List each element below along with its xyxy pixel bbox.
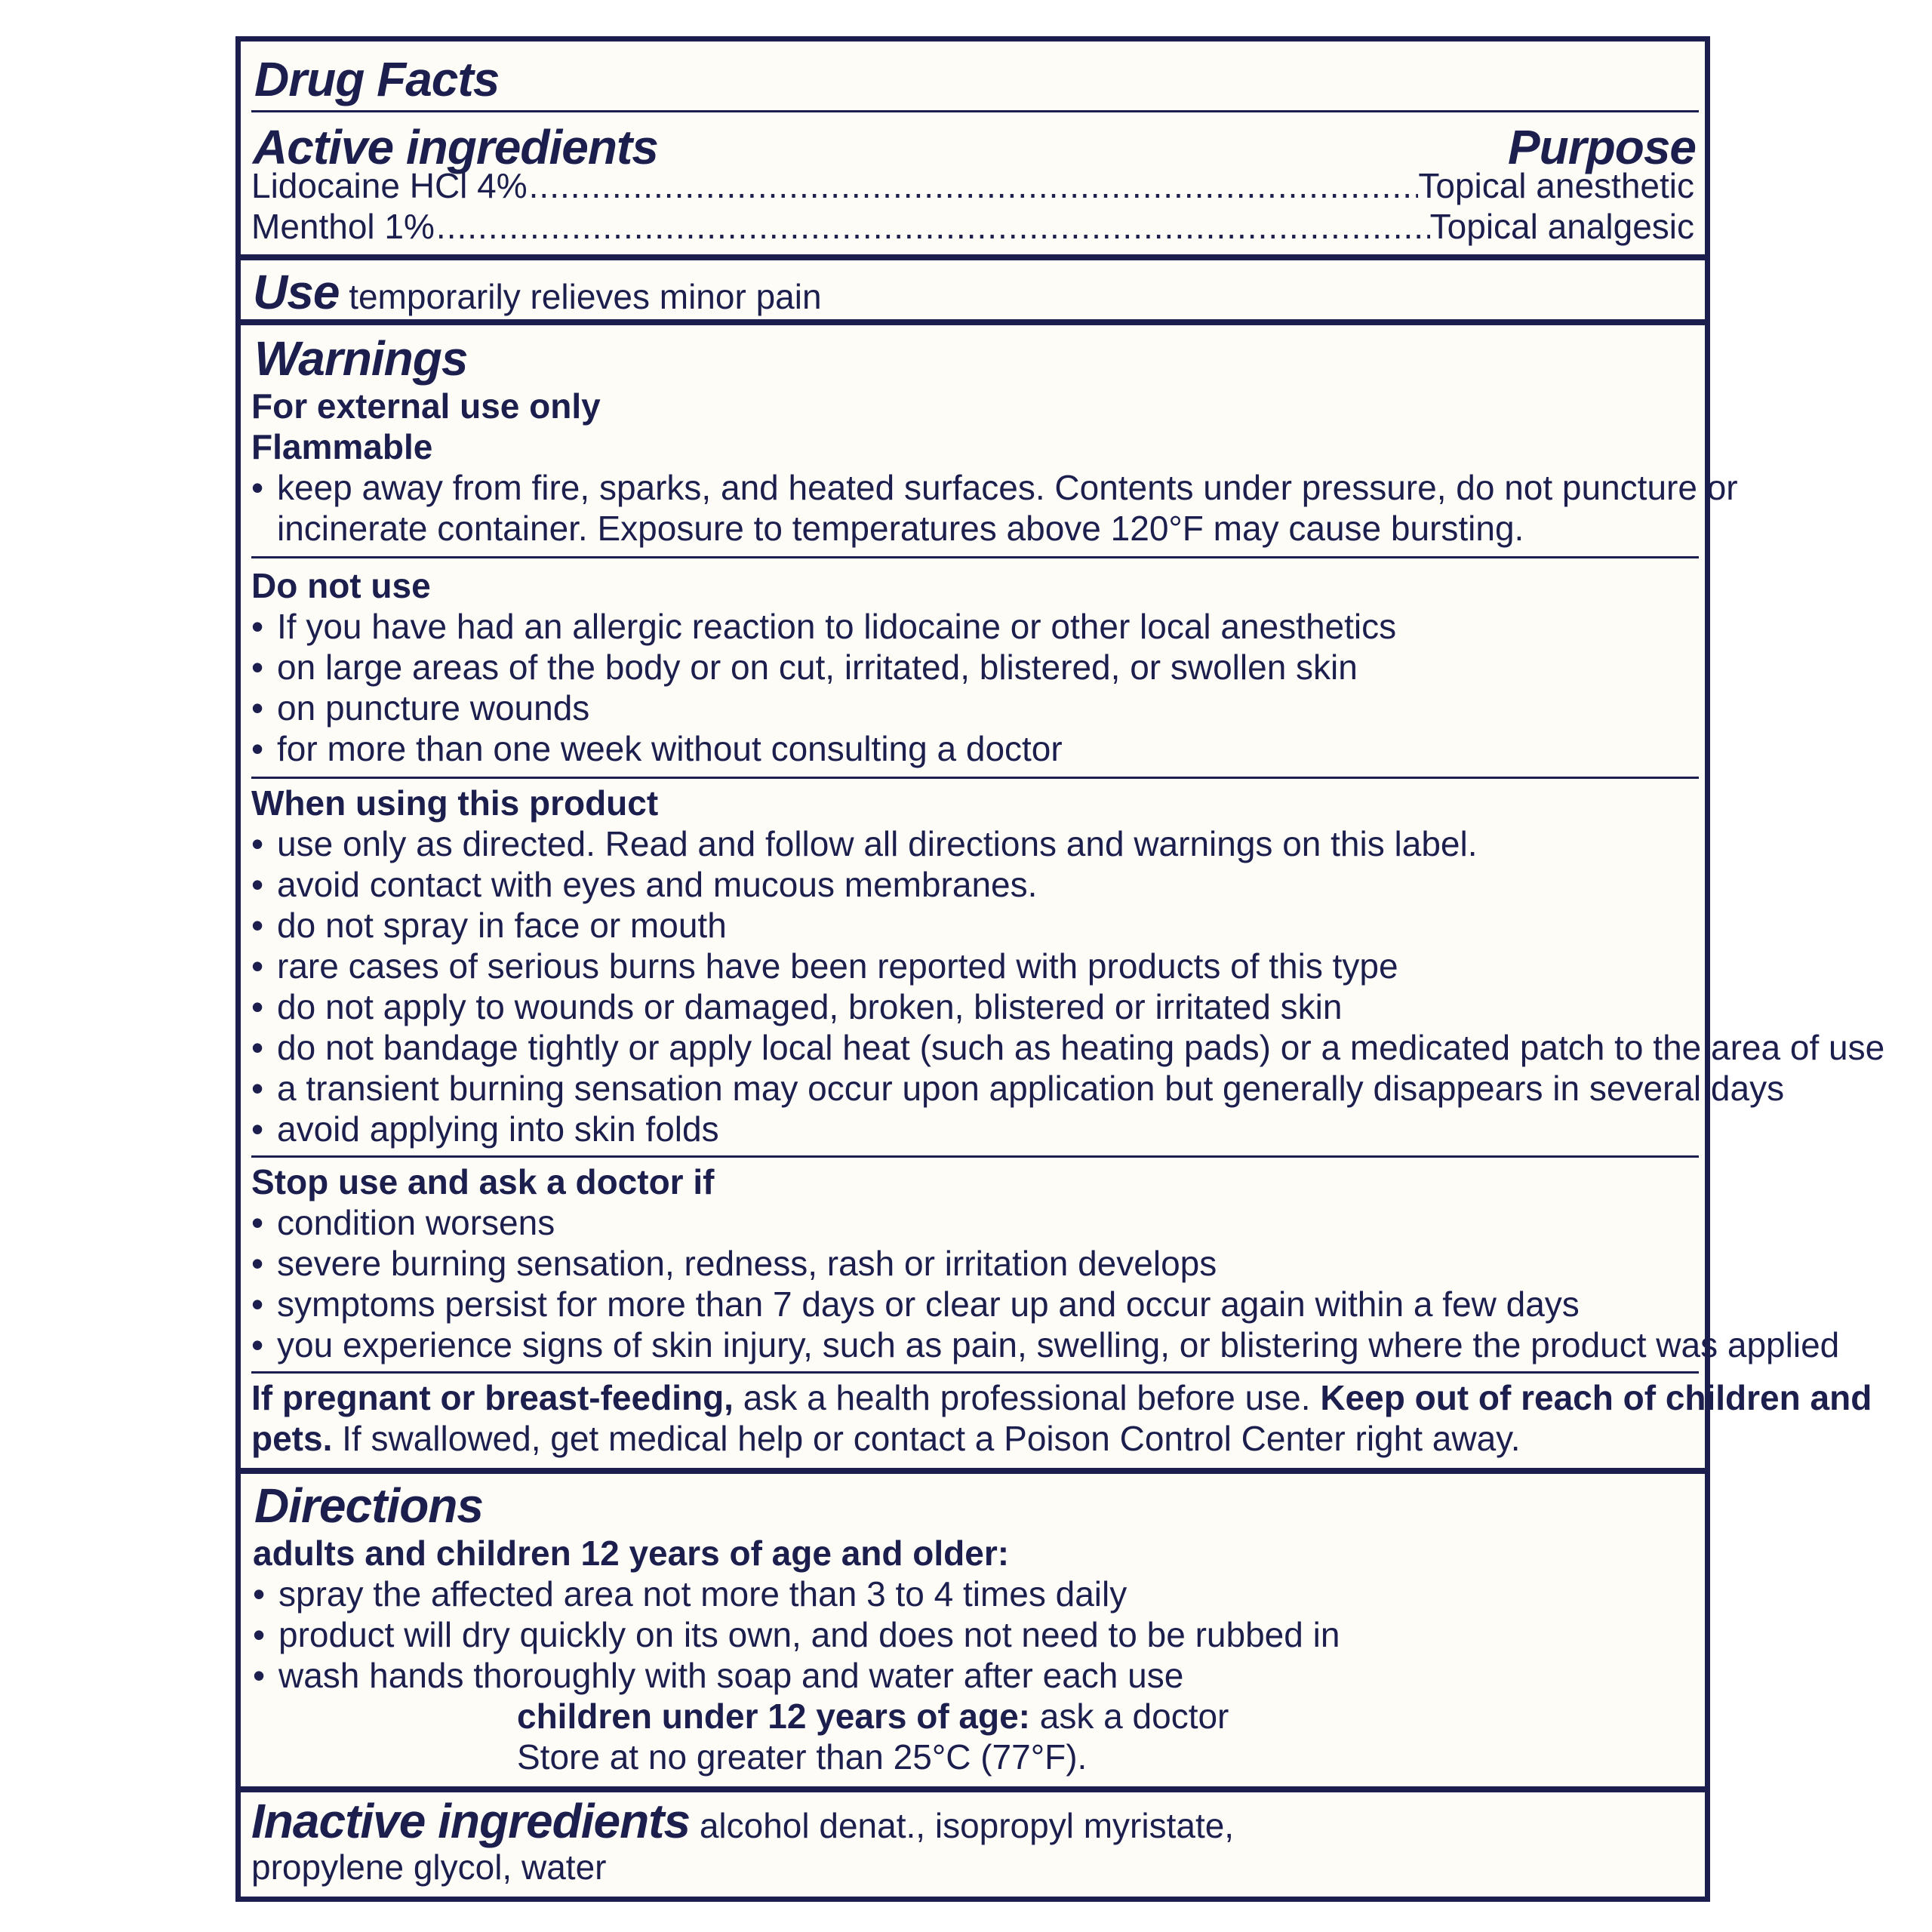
dot-leader [435, 206, 1430, 247]
bullet-icon: • [251, 1028, 264, 1067]
use-text: temporarily relieves minor pain [349, 277, 822, 316]
ingredient-row-lidocaine [251, 165, 1694, 206]
drug-facts-title: Drug Facts [254, 52, 500, 106]
ingredient-name: Lidocaine HCl 4% [251, 166, 528, 205]
bullet-icon: • [251, 729, 264, 768]
warnings-divider [251, 1371, 1699, 1374]
bullet-icon: • [251, 1284, 264, 1324]
list-item: • for more than one week without consulting a doctor [251, 729, 1063, 768]
flammable-bullet-cont: incinerate container. Exposure to temperatures above 120°F may cause bursting. [277, 509, 1524, 548]
section-divider [241, 1786, 1705, 1792]
bullet-icon: • [253, 1656, 266, 1695]
when-using-heading: When using this product [251, 783, 659, 823]
external-use-text: For external use only [251, 386, 601, 426]
title-divider [251, 110, 1699, 112]
list-item: • avoid applying into skin folds [251, 1109, 719, 1149]
storage-text: Store at no greater than 25°C (77°F). [517, 1737, 1088, 1777]
ingredient-purpose: Topical analgesic [1429, 207, 1694, 246]
warnings-divider [251, 1155, 1699, 1158]
bullet-icon: • [251, 946, 264, 986]
list-item: • condition worsens [251, 1203, 555, 1242]
stop-use-heading: Stop use and ask a doctor if [251, 1162, 715, 1201]
bullet-icon: • [253, 1615, 266, 1654]
do-not-use-heading: Do not use [251, 566, 431, 605]
list-item: • use only as directed. Read and follow all directions and warnings on this label. [251, 824, 1478, 863]
list-item: • do not spray in face or mouth [251, 906, 727, 945]
dot-leader [528, 165, 1419, 206]
directions-heading: Directions [254, 1478, 483, 1533]
bullet-icon: • [251, 648, 264, 687]
pregnancy-warning: If pregnant or breast-feeding, ask a health professional before use. Keep out of reach of children and [251, 1378, 1872, 1417]
list-item: • severe burning sensation, redness, rash or irritation develops [251, 1244, 1217, 1283]
list-item: • product will dry quickly on its own, and does not need to be rubbed in [253, 1615, 1340, 1654]
use-heading: Use [253, 265, 340, 319]
list-item: • do not apply to wounds or damaged, broken, blistered or irritated skin [251, 987, 1343, 1026]
list-item: • you experience signs of skin injury, such as pain, swelling, or blistering where the product was applied [251, 1325, 1840, 1364]
list-item: • spray the affected area not more than 3 to 4 times daily [253, 1574, 1128, 1614]
bullet-icon: • [251, 607, 264, 646]
bullet-icon: • [251, 1109, 264, 1149]
section-divider [241, 319, 1705, 325]
inactive-ingredients-text: alcohol denat., isopropyl myristate, [690, 1806, 1235, 1845]
flammable-heading: Flammable [251, 427, 433, 466]
use-section [253, 265, 822, 324]
purpose-heading: Purpose [1507, 120, 1696, 174]
list-item: • rare cases of serious burns have been reported with products of this type [251, 946, 1398, 986]
list-item: • If you have had an allergic reaction to lidocaine or other local anesthetics [251, 607, 1397, 646]
list-item: • avoid contact with eyes and mucous membranes. [251, 865, 1038, 904]
bullet-icon: • [251, 468, 264, 507]
section-divider [241, 1468, 1705, 1474]
bullet-icon: • [251, 987, 264, 1026]
warnings-divider [251, 556, 1699, 558]
inactive-ingredients-heading: Inactive ingredients [251, 1794, 691, 1848]
list-item: • on large areas of the body or on cut, irritated, blistered, or swollen skin [251, 648, 1358, 687]
list-item: • symptoms persist for more than 7 days or clear up and occur again within a few days [251, 1284, 1580, 1324]
drug-facts-panel [235, 36, 1885, 1902]
ingredient-row-menthol [251, 206, 1694, 247]
bullet-icon: • [253, 1574, 266, 1614]
bullet-icon: • [251, 865, 264, 904]
active-ingredients-list [251, 165, 1694, 248]
directions-adults: adults and children 12 years of age and older: [253, 1534, 1010, 1573]
inactive-ingredients-text-cont: propylene glycol, water [251, 1847, 607, 1887]
bullet-icon: • [251, 1325, 264, 1364]
list-item: • do not bandage tightly or apply local heat (such as heating pads) or a medicated patch to the area of use [251, 1028, 1885, 1067]
section-divider [241, 254, 1705, 260]
warnings-heading: Warnings [254, 331, 468, 386]
bullet-icon: • [251, 1244, 264, 1283]
bullet-icon: • [251, 824, 264, 863]
active-ingredients-heading: Active ingredients [253, 120, 658, 174]
warnings-divider [251, 777, 1699, 779]
bullet-icon: • [251, 1203, 264, 1242]
directions-children: children under 12 years of age: ask a doctor [517, 1697, 1229, 1736]
ingredient-name: Menthol 1% [251, 207, 435, 246]
bullet-icon: • [251, 906, 264, 945]
list-item: • a transient burning sensation may occur upon application but generally disappears in several days [251, 1069, 1785, 1108]
list-item: • wash hands thoroughly with soap and water after each use [253, 1656, 1184, 1695]
bullet-icon: • [251, 688, 264, 728]
ingredient-purpose: Topical anesthetic [1418, 166, 1694, 205]
flammable-bullet: • keep away from fire, sparks, and heated surfaces. Contents under pressure, do not puncture or [251, 468, 1738, 507]
inactive-ingredients [251, 1794, 1234, 1853]
list-item: • on puncture wounds [251, 688, 590, 728]
bullet-icon: • [251, 1069, 264, 1108]
keep-out-warning: pets. If swallowed, get medical help or contact a Poison Control Center right away. [251, 1419, 1521, 1458]
